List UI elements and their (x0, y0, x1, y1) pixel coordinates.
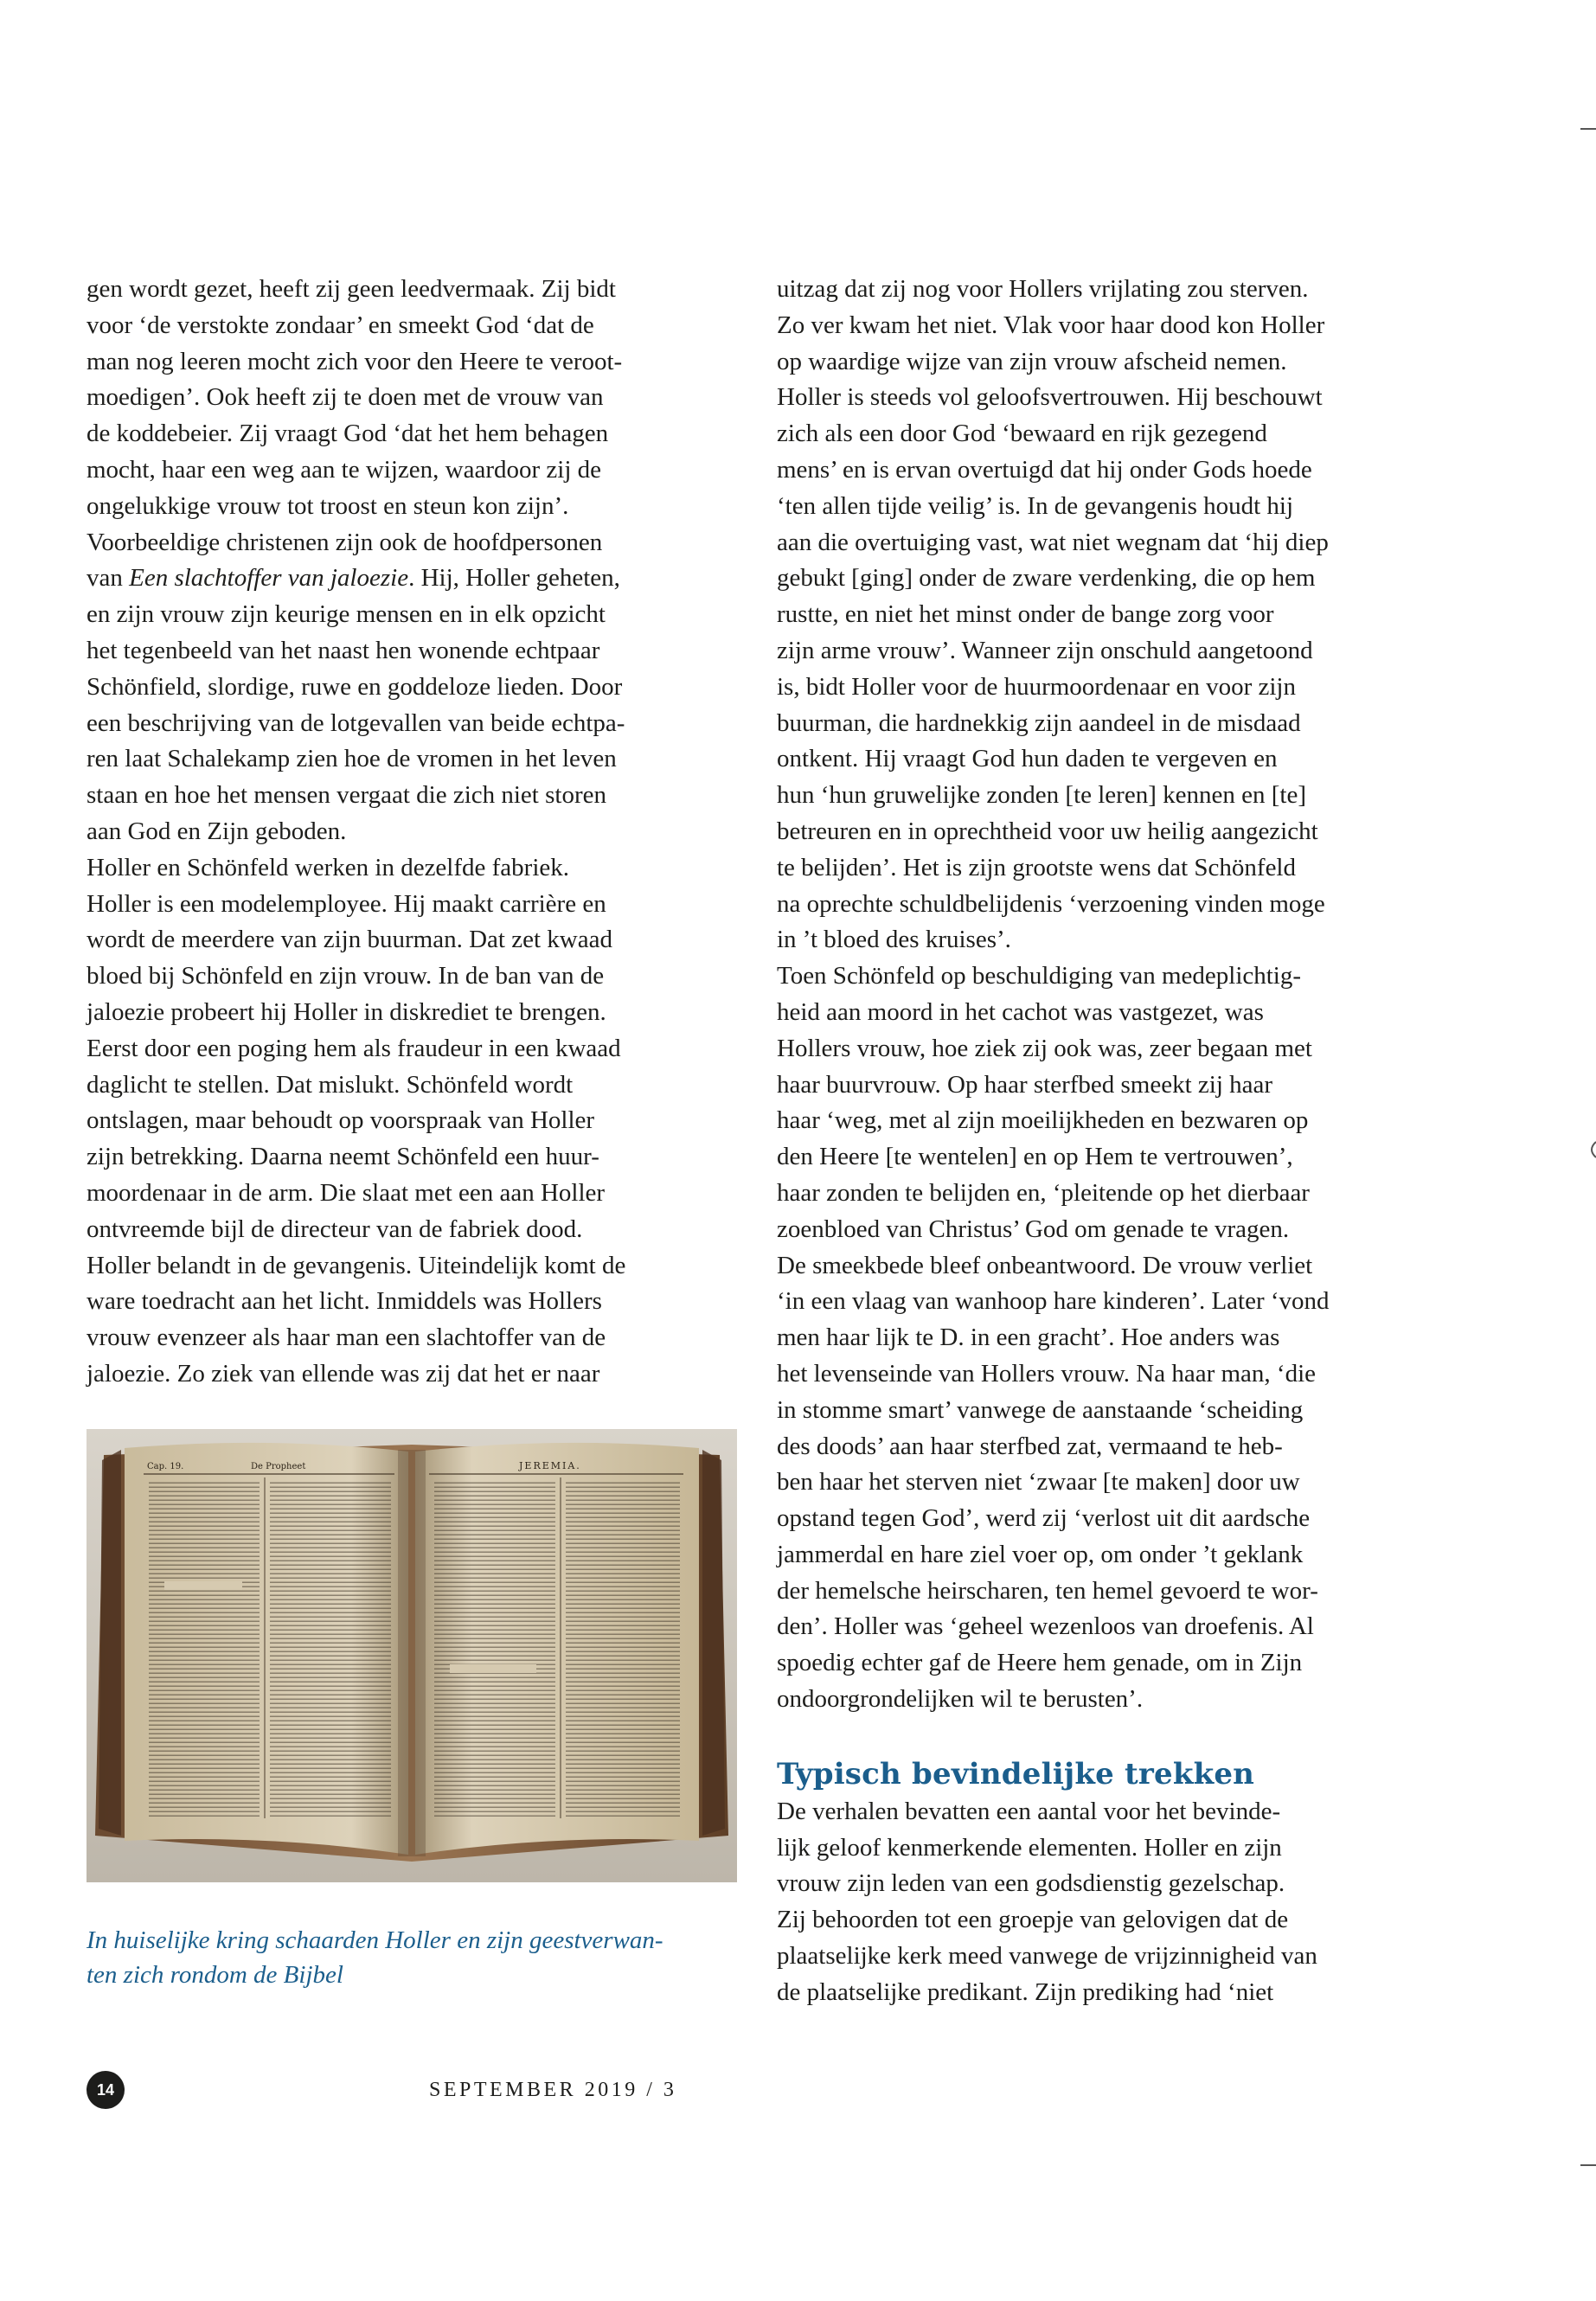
bible-photo (87, 1429, 737, 1882)
chapter-break-left (164, 1581, 242, 1590)
paragraph-left-3: Holler en Schönfeld werken in dezelfde fabriek. Holler is een modelemployee. Hij maakt carrière en wordt de meerdere van zijn buurman. Dat zet kwaad bloed bij Schönfeld en zijn vrouw. In de ban van de jaloezie probeert hij Holler in diskrediet te brengen. Eerst door een poging hem als fraudeur in een kwaad daglicht te stellen. Dat mislukt. Schönfeld wordt ontslagen, maar behoudt op voorspraak van Holler zijn betrekking. Daarna neemt Schönfeld een huur- moordenaar in de arm. Die slaat met een aan Holler ontvreemde bijl de directeur van de fabriek dood. Holler belandt in de gevangenis. Uiteindelijk komt de ware toedracht aan het licht. Inmiddels was Hollers vrouw evenzeer als haar man een slachtoffer van de jaloezie. Zo ziek van ellende was zij dat het er naar (87, 853, 626, 1388)
right-page-text-column-1 (434, 1479, 555, 1817)
crop-mark-bottom (1580, 2164, 1596, 2166)
issue-label: SEPTEMBER 2019 / 3 (429, 2079, 677, 2101)
crop-mark-top (1580, 128, 1596, 130)
right-page-title: JEREMIA. (519, 1460, 581, 1471)
paragraph-left-2 (87, 525, 744, 850)
left-page-text-column-2 (270, 1479, 391, 1817)
paragraph-left-2-start: Voorbeeldige christenen zijn ook de hoofdpersonen van (87, 528, 603, 593)
right-page-text-column-2 (566, 1479, 680, 1817)
page-number-badge: 14 (87, 2071, 125, 2109)
paragraph-left-2-rest: . Hij, Holler geheten, en zijn vrouw zijn keurige mensen en in elk opzicht het tegenbeeld van het naast hen wonende echtpaar Schönfield, slordige, ruwe en goddeloze lieden. Door een beschrijving van de lotgevallen van beide echtpa- ren laat Schalekamp zien hoe de vromen in het leven staan en hoe het mensen vergaat die zich niet storen aan God en Zijn geboden. (87, 564, 625, 845)
left-page-running-head: Cap. 19. (147, 1462, 184, 1471)
left-text-column (87, 272, 744, 1393)
gutter-shadow (398, 1450, 426, 1856)
right-cover-edge (702, 1450, 725, 1836)
book-title: Een slachtoffer van jaloezie (129, 564, 409, 593)
left-page-text-column-1 (149, 1479, 260, 1817)
left-cover-edge (99, 1450, 121, 1836)
paragraph-right-1: uitzag dat zij nog voor Hollers vrijlating zou sterven. Zo ver kwam het niet. Vlak voor haar dood kon Holler op waardige wijze van zijn vrouw afscheid nemen. Holler is steeds vol geloofsvertrouwen. Hij beschouwt zich als een door God ‘bewaard en rijk gezegend mens’ en is ervan overtuigd dat hij onder Gods hoede ‘ten allen tijde veilig’ is. In de gevangenis houdt hij aan die overtuiging vast, wat niet wegnam dat ‘hij diep gebukt [ging] onder de zware verdenking, die op hem rustte, en niet het minst onder de bange zorg voor zijn arme vrouw’. Wanneer zijn onschuld aangetoond is, bidt Holler voor de huurmoordenaar en voor zijn buurman, die hardnekkig zijn aandeel in de misdaad ontkent. Hij vraagt God hun daden te vergeven en hun ‘hun gruwelijke zonden [te leren] kennen en [te] betreuren en in oprechtheid voor uw heilig aangezicht te belijden’. Het is zijn grootste wens dat Schönfeld na oprechte schuldbelijdenis ‘verzoening vinden moge in ’t bloed des kruises’. (777, 275, 1329, 954)
photo-caption: In huiselijke kring schaarden Holler en zijn geestverwan- ten zich rondom de Bijbel (87, 1926, 663, 1989)
paragraph-section: De verhalen bevatten een aantal voor het bevinde- lijk geloof kenmerkende elementen. Holler en zijn vrouw zijn leden van een godsdienstig gezelschap. Zij behoorden tot een groepje van gelovigen dat de plaatselijke kerk meed vanwege de vrijzinnigheid van de plaatselijke predikant. Zijn prediking had ‘niet (777, 1797, 1317, 2006)
right-text-column (777, 272, 1434, 2011)
paragraph-right-2: Toen Schönfeld op beschuldiging van medeplichtig- heid aan moord in het cachot was vastgezet, was Hollers vrouw, hoe ziek zij ook was, zeer begaan met haar buurvrouw. Op haar sterfbed smeekt zij haar haar ‘weg, met al zijn moeilijkheden en bezwaren op den Heere [te wentelen] en op Hem te vertrouwen’, haar zonden te belijden en, ‘pleitende op het dierbaar zoenbloed van Christus’ God om genade te vragen. De smeekbede bleef onbeantwoord. De vrouw verliet ‘in een vlaag van wanhoop hare kinderen’. Later ‘vond men haar lijk te D. in een gracht’. Hoe anders was het levenseinde van Hollers vrouw. Na haar man, ‘die in stomme smart’ vanwege de aanstaande ‘scheiding des doods’ aan haar sterfbed zat, vermaand te heb- ben haar het sterven niet ‘zwaar [te maken] door uw opstand tegen God’, werd zij ‘verlost uit dit aardsche jammerdal en hare ziel voer op, om onder ’t geklank der hemelsche heirscharen, ten hemel gevoerd te wor- den’. Holler was ‘geheel wezenloos van droefenis. Al spoedig echter gaf de Heere hem genade, om in Zijn ondoorgrondelijken wil te berusten’. (777, 962, 1330, 1714)
registration-mark-icon (1584, 1140, 1596, 1159)
open-bible-illustration (87, 1429, 737, 1882)
left-page-title: De Propheet (251, 1462, 306, 1471)
paragraph-left-1: gen wordt gezet, heeft zij geen leedvermaak. Zij bidt voor ‘de verstokte zondaar’ en smeekt God ‘dat de man nog leeren mocht zich voor den Heere te veroot- moedigen’. Ook heeft zij te doen met de vrouw van de koddebeier. Zij vraagt God ‘dat het hem behagen mocht, haar een weg aan te wijzen, waardoor zij de ongelukkige vrouw tot troost en steun kon zijn’. (87, 275, 623, 520)
section-heading: Typisch bevindelijke trekken (777, 1756, 1255, 1791)
chapter-break-right (450, 1664, 536, 1673)
